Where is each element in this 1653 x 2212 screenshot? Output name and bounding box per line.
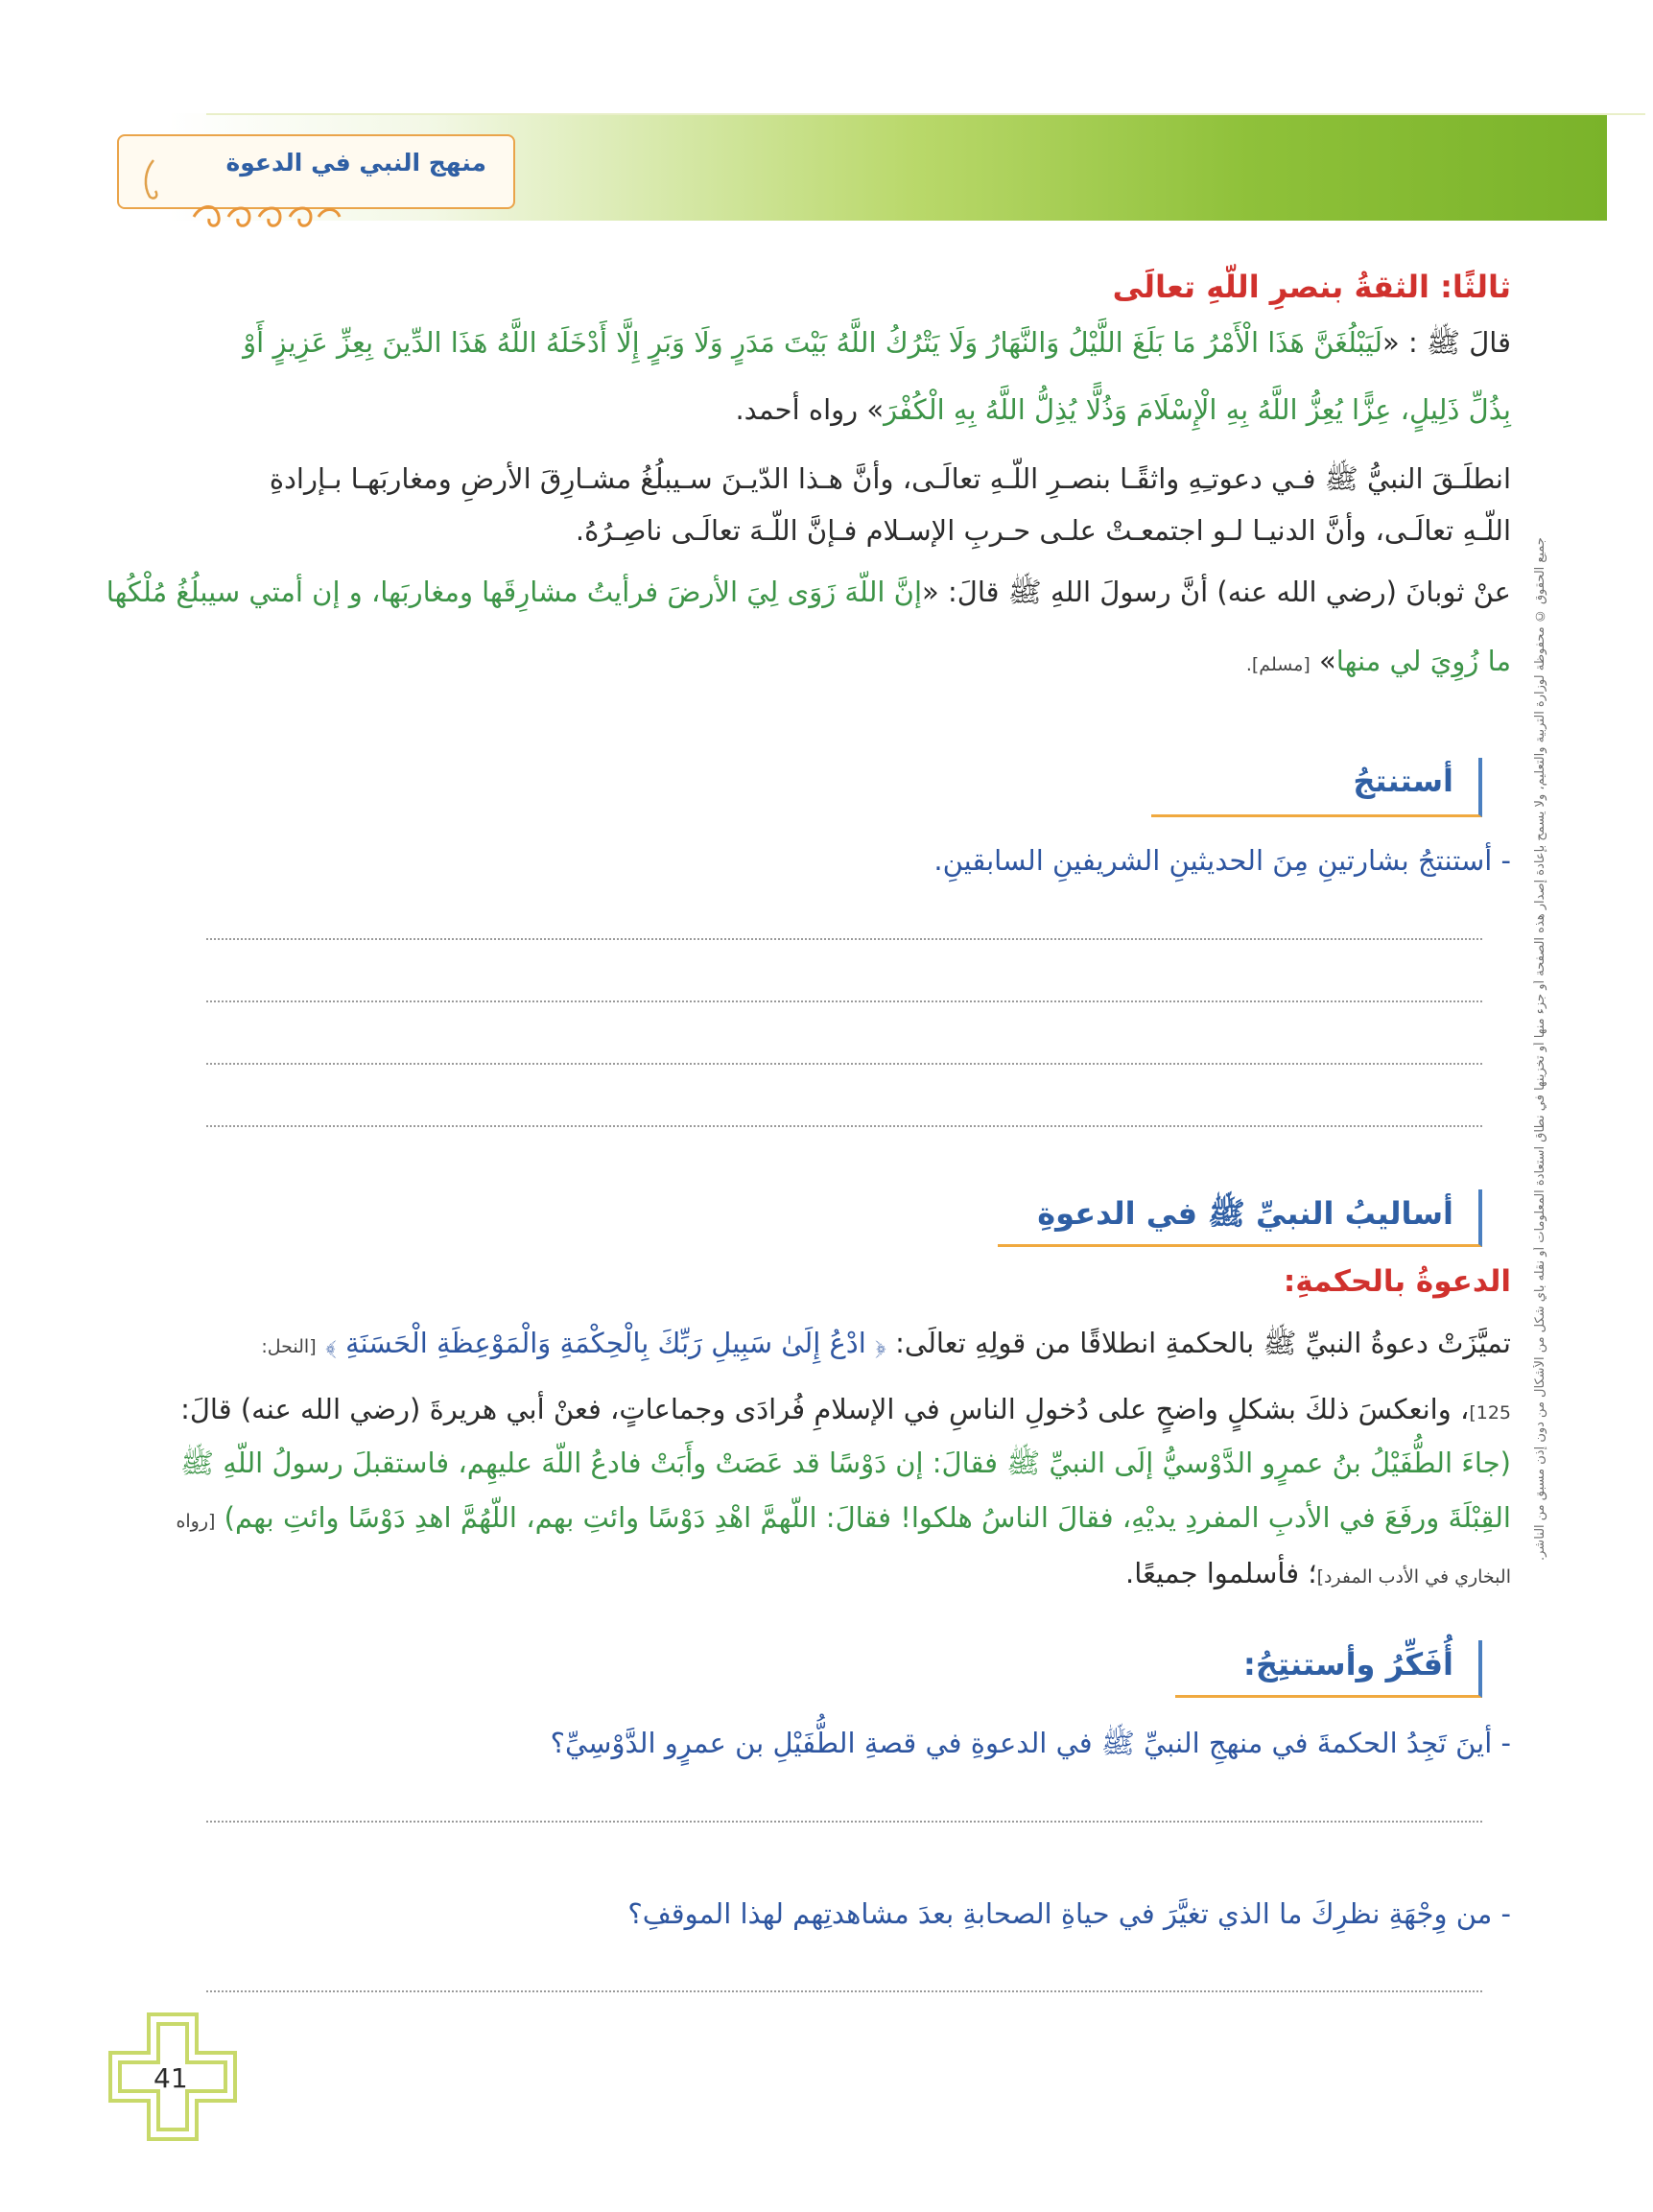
hadith-3-line-1: (جاءَ الطُّفَيْلُ بنُ عمرٍو الدَّوْسيُّ إلَى النبيِّ ﷺ فقالَ: إن دَوْسًا قد عَصَتْ وأَبَتْ فادعُ اللّهَ عليهِم، فاستقبلَ رسولُ اللّهِ ﷺ: [179, 1447, 1511, 1479]
header-line: [206, 113, 1645, 115]
curl-ornament-icon: [136, 158, 165, 200]
section-heading: ثالثًا: الثقةُ بنصرِ اللّهِ تعالَى: [1112, 269, 1511, 305]
hadith-3-line-2: [176, 1501, 1511, 1535]
reflect-question-2: - من وِجْهَةِ نظرِكَ ما الذي تغيَّرَ في حياةِ الصحابةِ بعدَ مشاهدتِهم لهذا الموقفِ؟: [627, 1897, 1511, 1930]
quran-reference-a: [النحل:: [261, 1336, 317, 1357]
methods-line-1: [261, 1327, 1511, 1360]
hadith-1-intro: قالَ ﷺ : «: [1382, 326, 1511, 359]
answer-line[interactable]: [206, 938, 1482, 940]
methods-intro: تميَّزَتْ دعوةُ النبيِّ ﷺ بالحكمةِ انطلاقًا من قولِهِ تعالَى:: [895, 1327, 1511, 1359]
hadith-1-text-b: بِذُلِّ ذَلِيلٍ، عِزًّا يُعِزُّ اللَّهُ بِهِ الْإِسْلَامَ وَذُلًّا يُذِلُّ اللَّهُ بِهِ الْكُفْرَ: [884, 393, 1511, 426]
hadith-2-line-1: [106, 576, 1511, 609]
answer-line[interactable]: [206, 1000, 1482, 1002]
page-number: 41: [153, 2062, 188, 2094]
reflect-tab-label: أُفَكِّرُ وأستنتِجُ:: [1243, 1646, 1453, 1683]
paragraph-line-1: انطلَـقَ النبيُّ ﷺ فـي دعوتـِهِ واثقًـا بنصـرِ اللّـهِ تعالَـى، وأنَّ هـذا الدّيـنَ سـيبلُغُ مشـارِقَ الأرضِ ومغاربَهـا بـإرادةِ: [269, 462, 1511, 495]
methods-line-2: [180, 1393, 1511, 1426]
paragraph-line-2: اللّـهِ تعالَـى، وأنَّ الدنيـا لـو اجتمعـتْ علـى حـربِ الإسـلام فـإنَّ اللّـهَ تعالَـى ناصِـرُهُ.: [575, 514, 1511, 547]
deduce-tab-label: أستنتجُ: [1353, 763, 1453, 799]
methods-tab-label: أساليبُ النبيِّ ﷺ في الدعوةِ: [1037, 1195, 1453, 1232]
hadith-1-line-1: [243, 326, 1511, 360]
hadith-2-end: »: [1319, 645, 1336, 677]
hadith-3-result: ؛ فأسلموا جميعًا.: [1125, 1557, 1317, 1589]
deduce-question: - أستنتجُ بشارتينِ مِنَ الحديثينِ الشريفينِ السابقينِ.: [933, 844, 1511, 877]
methods-text: ، وانعكسَ ذلكَ بشكلٍ واضحٍ على دُخولِ الناسِ في الإسلامِ فُرادَى وجماعاتٍ، فعنْ أبي هريرةَ (رضي الله عنه) قالَ:: [180, 1393, 1470, 1425]
answer-line[interactable]: [206, 1990, 1482, 1992]
header-title: منهج النبي في الدعوة: [225, 149, 486, 176]
hadith-2-line-2: [1246, 645, 1511, 678]
hadith-2-intro: عنْ ثوبانَ (رضي الله عنه) أنَّ رسولَ اللهِ ﷺ قالَ: «: [922, 576, 1511, 608]
hadith-2-text-b: ما زُوِيَ لي منها: [1335, 645, 1511, 677]
methods-subheading: الدعوةُ بالحكمةِ:: [1283, 1264, 1511, 1299]
hadith-3-text: القِبْلَةَ ورفَعَ في الأدبِ المفردِ يديْهِ، فقالَ الناسُ هلكوا! فقالَ: اللّهمَّ اهْدِ دَوْسًا وائتِ بهم، اللّهُمَّ اهدِ دَوْسًا وائتِ بهم): [224, 1501, 1511, 1534]
hadith-1-line-2: [735, 393, 1511, 427]
hadith-3-line-3: [1125, 1557, 1511, 1590]
answer-line[interactable]: [206, 1125, 1482, 1127]
scroll-ornament-icon: [190, 200, 343, 234]
hadith-1-source: » رواه أحمد.: [735, 393, 885, 426]
answer-line[interactable]: [206, 1063, 1482, 1065]
hadith-3-source-b: البخاري في الأدب المفرد]: [1316, 1566, 1511, 1588]
reflect-question-1: - أينَ تَجِدُ الحكمةَ في منهجِ النبيِّ ﷺ في الدعوةِ في قصةِ الطُّفَيْلِ بن عمرٍو الدَّوْسِيِّ؟: [550, 1727, 1511, 1759]
hadith-2-text-a: إنَّ اللّهَ زَوَى لِيَ الأرضَ فرأيتُ مشارِقَها ومغاربَها، و إن أمتي سيبلُغُ مُلْكُها: [106, 576, 923, 608]
hadith-1-text-a: لَيَبْلُغَنَّ هَذَا الْأَمْرُ مَا بَلَغَ اللَّيْلُ وَالنَّهَارُ وَلَا يَتْرُكُ اللَّهُ بَيْتَ مَدَرٍ وَلَا وَبَرٍ إِلَّا أَدْخَلَهُ اللَّهُ هَذَا الدِّينَ بِعِزِّ عَزِيزٍ أَوْ: [243, 326, 1383, 359]
quran-verse: ﴿ ادْعُ إِلَىٰ سَبِيلِ رَبِّكَ بِالْحِكْمَةِ وَالْمَوْعِظَةِ الْحَسَنَةِ ﴾: [324, 1327, 886, 1359]
quran-reference-b: 125]: [1469, 1402, 1511, 1424]
answer-line[interactable]: [206, 1821, 1482, 1823]
copyright-sidebar: جميع الحقوق © محفوظة لوزارة التربية والتعليم، ولا يسمح بإعادة إصدار هذه الصفحة أو جزء منها أو تخزينها في نطاق استعادة المعلومات أو نقله بأي شكل من الأشكال من دون إذن مسبق من الناشر.: [1533, 537, 1547, 1561]
hadith-3-source-a: [رواه: [176, 1511, 216, 1532]
hadith-2-source: [مسلم].: [1245, 654, 1311, 675]
